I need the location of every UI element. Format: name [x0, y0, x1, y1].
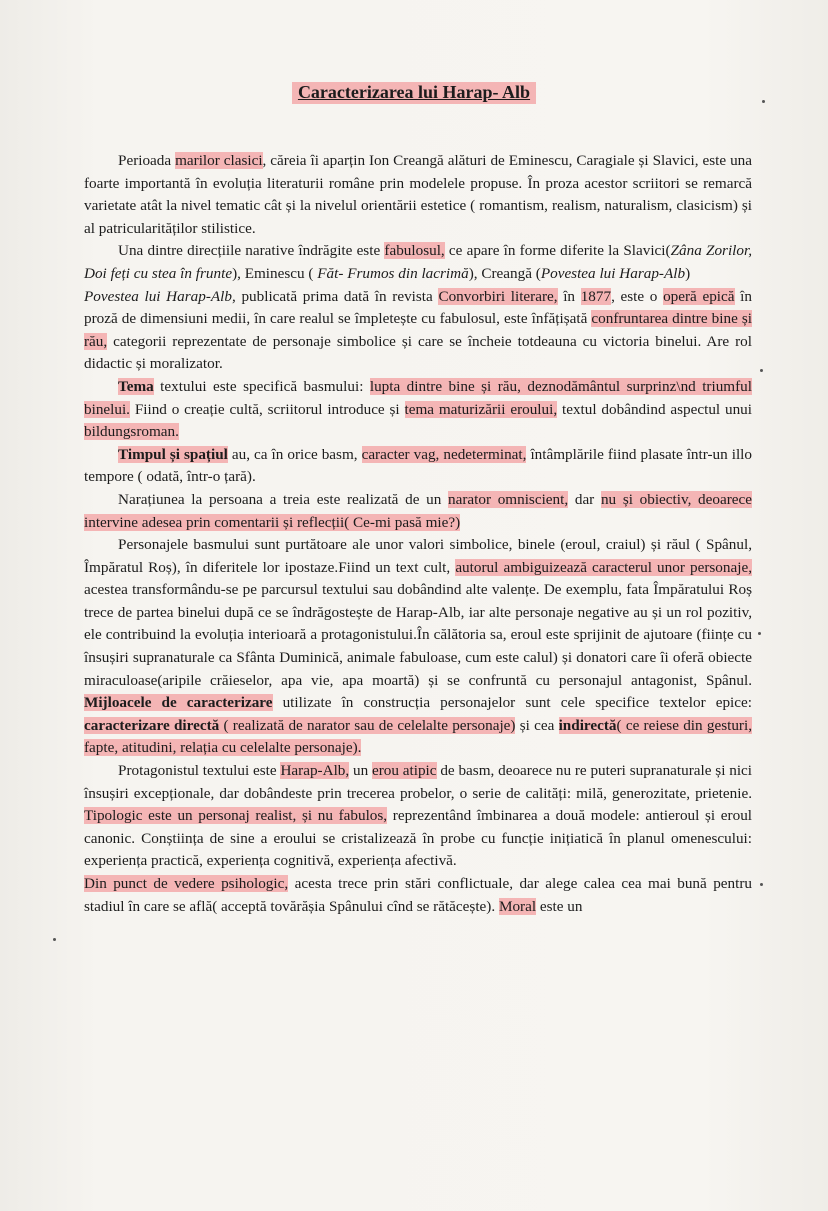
highlighted-text: Din punct de vedere psihologic, [84, 875, 289, 892]
text-segment: reprezentând îmbinarea a două modele: antieroul și eroul canonic. Conștiința de sine a eroului se cristalizează în probe cu funcție inițiatică în planul omenescului: experiența practică, experiența cognitivă, experiența afectivă. [84, 807, 753, 870]
text-segment: Povestea lui Harap-Alb [84, 287, 232, 305]
scan-speck [758, 632, 761, 635]
text-segment: Fiind o creație cultă, scriitorul introduce și [129, 400, 405, 418]
highlighted-text: ( realizată de narator sau de celelalte personaje) [219, 716, 516, 734]
paragraph [84, 376, 752, 444]
paragraph [84, 240, 752, 285]
highlighted-text: 1877 [580, 287, 612, 305]
text-segment: textului este specifică basmului: [153, 377, 370, 395]
highlighted-text: Convorbiri literare, [438, 287, 558, 305]
text-segment: Una dintre direcțiile narative îndrăgite este [118, 242, 385, 260]
text-segment: au, ca în orice basm, [227, 445, 362, 463]
highlighted-text: ( ce reiese din gesturi, fapte, atitudini, relația cu celelalte personaje). [84, 716, 753, 757]
highlighted-text: Moral [498, 897, 537, 915]
highlighted-text: operă epică [663, 287, 735, 305]
highlighted-text: tema maturizării eroului, [404, 400, 558, 418]
text-segment: utilizate în construcția personajelor sunt cele specifice textelor epice: [272, 694, 752, 712]
text-segment: Protagonistul textului este [118, 762, 281, 780]
highlighted-text: Timpul și spațiul [118, 445, 228, 463]
text-segment: Zâna Zorilor, Doi feți cu stea în frunte [84, 242, 753, 282]
text-segment: în proză de dimensiuni medii, în care realul se împletește cu fabulosul, este înfățișată [84, 287, 752, 328]
text-segment: Narațiunea la persoana a treia este realizată de un [118, 490, 449, 508]
highlighted-text: marilor clasici [175, 152, 263, 169]
text-segment: ) [685, 264, 691, 282]
text-segment: acesta trece prin stări conflictuale, dar alege calea cea mai bună pentru stadiul în care se află( acceptă tovărășia Spânului cînd se rătăcește). [84, 875, 752, 915]
text-segment: ), Eminescu ( [232, 264, 318, 282]
text-segment: Perioada [118, 152, 176, 169]
text-segment: , publicată prima dată în revista [231, 287, 439, 305]
text-segment: dar [568, 490, 601, 508]
highlighted-text: erou atipic [371, 762, 437, 780]
text-segment: și cea [515, 716, 559, 734]
highlighted-text: narator omniscient, [448, 490, 569, 508]
highlighted-text: Harap-Alb, [280, 762, 350, 780]
highlighted-text: Tipologic este un personaj realist, și nu fabulos, [84, 807, 388, 825]
paragraph [84, 444, 752, 489]
text-segment: întâmplările fiind plasate într-un illo tempore ( odată, într-o țară). [84, 445, 752, 486]
paragraph [84, 873, 752, 918]
paragraph [84, 286, 752, 376]
paragraph [84, 150, 752, 240]
highlighted-text: bildungsroman. [84, 423, 179, 441]
scan-speck [760, 369, 763, 372]
text-segment: Povestea lui Harap-Alb [540, 264, 686, 282]
highlighted-text: confruntarea dintre bine și rău, [84, 310, 753, 350]
paragraph [84, 760, 752, 873]
scan-speck [53, 938, 56, 941]
text-segment: ce apare în forme diferite la Slavici( [444, 242, 671, 260]
highlighted-text: caracterizare directă [84, 716, 220, 734]
document-body [84, 150, 752, 918]
highlighted-text: fabulosul, [384, 242, 445, 260]
highlighted-text: indirectă [558, 716, 617, 734]
text-segment: Făt- Frumos din lacrimă [317, 264, 469, 282]
highlighted-text: Tema [118, 377, 154, 395]
text-segment: categorii reprezentate de personaje simbolice și care se încheie totdeauna cu victoria binelui. Are rol didactic și moralizator. [84, 332, 752, 373]
paragraph [84, 489, 752, 534]
highlighted-text: autorul ambiguizează caracterul unor personaje, [455, 558, 752, 576]
highlighted-text: caracter vag, nedeterminat, [361, 445, 527, 463]
text-segment: ), Creangă ( [468, 264, 541, 282]
title-text: Caracterizarea lui Harap- Alb [292, 82, 536, 104]
scan-speck [762, 100, 765, 103]
text-segment: acestea transformându-se pe parcursul textului sau dobândind alte valențe. De exemplu, fata Împăratului Roș trece de partea binelui după ce se îndrăgostește de Harap-Alb, iar alte personaje negative au și un rol pozitiv, ele contribuind la evoluția interioară a protagonistului.În călătoria sa, eroul este sprijinit de ajutoare (ființe cu însușiri supranaturale ca Sfânta Duminică, animale fabuloase, cum este calul) și donatori care îi oferă obiecte miraculoase(aripile crăieselor, apa vie, apa moartă) și se confruntă cu personajul antagonist, Spânul. [84, 581, 752, 689]
scan-speck [760, 883, 763, 886]
paragraph [84, 534, 752, 760]
text-segment: un [349, 762, 372, 780]
text-segment: textul dobândind aspectul unui [557, 400, 752, 418]
text-segment: este un [536, 897, 583, 915]
text-segment: Personajele basmului sunt purtătoare ale unor valori simbolice, binele (eroul, craiul) și răul ( Spânul, Împăratul Roș), în diferitele lor ipostaze.Fiind un text cult, [84, 536, 752, 576]
text-segment: de basm, deoarece nu re puteri supranaturale și nici însușiri excepționale, dar dobândeste prin trecerea probelor, o serie de calități: milă, generozitate, prietenie. [84, 762, 753, 802]
text-segment: în [557, 287, 581, 305]
document-title [0, 82, 828, 103]
text-segment: , căreia îi aparțin Ion Creangă alături de Eminescu, Caragiale și Slavici, este una foarte importantă în evoluția literaturii române prin modelele propuse. În proza acestor scriitori se remarcă varietate atât la nivel tematic cât și la nivelul orientării estetice ( romantism, realism, naturalism, clasicism) și al patricularităților stilistice. [84, 152, 753, 237]
text-segment: , este o [611, 287, 664, 305]
highlighted-text: nu și obiectiv, deoarece intervine adesea prin comentarii și reflecții( Ce-mi pasă mie?) [84, 490, 752, 531]
highlighted-text: Mijloacele de caracterizare [84, 694, 273, 712]
highlighted-text: lupta dintre bine și rău, deznodământul surprinz\nd triumful binelui. [84, 377, 752, 418]
